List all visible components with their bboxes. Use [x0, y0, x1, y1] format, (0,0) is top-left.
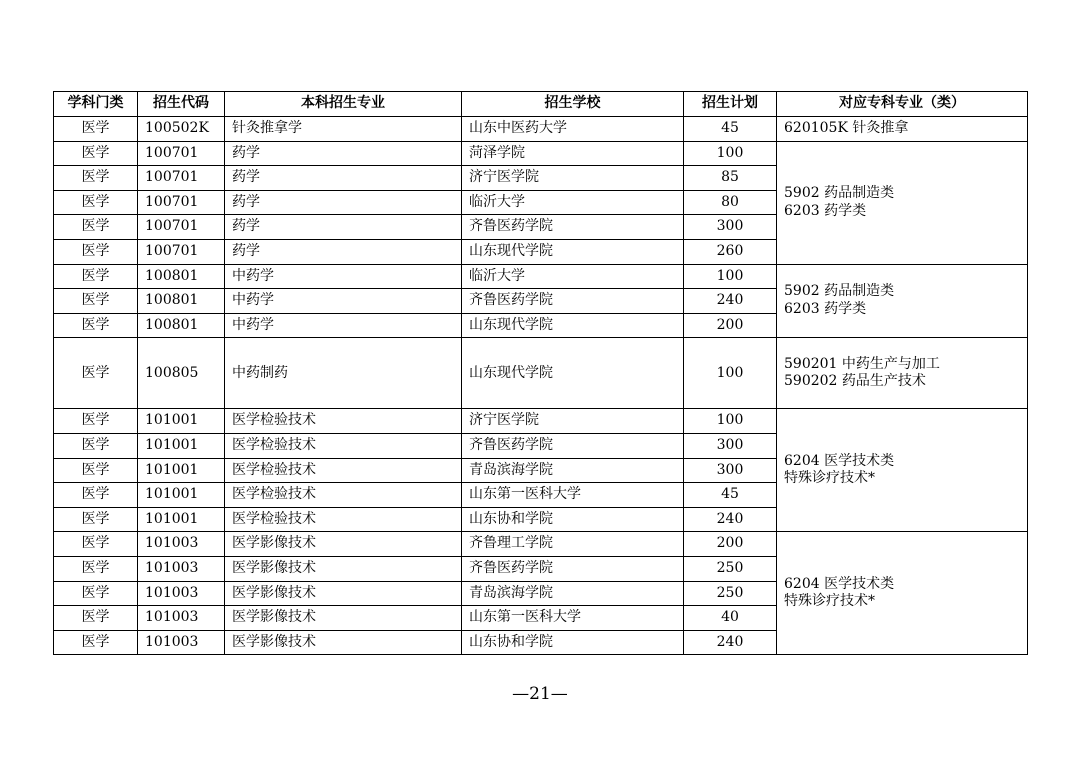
- cell-plan: 40: [684, 606, 777, 631]
- cell-major: 医学影像技术: [225, 532, 462, 557]
- cell-code: 100805: [138, 338, 225, 409]
- cell-major: 药学: [225, 239, 462, 264]
- cell-category: 医学: [54, 215, 138, 240]
- cell-major: 医学检验技术: [225, 458, 462, 483]
- cell-major: 中药制药: [225, 338, 462, 409]
- cell-major: 医学影像技术: [225, 556, 462, 581]
- cell-category: 医学: [54, 458, 138, 483]
- cell-major: 药学: [225, 215, 462, 240]
- cell-category: 医学: [54, 556, 138, 581]
- specialty-line: 6204 医学技术类: [784, 575, 895, 592]
- cell-category: 医学: [54, 289, 138, 314]
- specialty-line: 5902 药品制造类: [784, 185, 895, 202]
- cell-major: 医学检验技术: [225, 483, 462, 508]
- cell-major: 医学影像技术: [225, 606, 462, 631]
- cell-plan: 45: [684, 117, 777, 142]
- cell-plan: 240: [684, 630, 777, 655]
- cell-code: 100701: [138, 141, 225, 166]
- cell-category: 医学: [54, 606, 138, 631]
- cell-code: 100801: [138, 289, 225, 314]
- specialty-line: 5902 药品制造类: [784, 283, 895, 300]
- cell-major: 针灸推拿学: [225, 117, 462, 142]
- cell-category: 医学: [54, 483, 138, 508]
- cell-code: 100701: [138, 166, 225, 191]
- cell-plan: 100: [684, 264, 777, 289]
- table-row: [54, 264, 1028, 289]
- cell-specialty: [777, 338, 1028, 409]
- cell-plan: 200: [684, 313, 777, 338]
- cell-plan: 250: [684, 581, 777, 606]
- cell-plan: 200: [684, 532, 777, 557]
- cell-plan: 100: [684, 141, 777, 166]
- cell-major: 医学检验技术: [225, 433, 462, 458]
- table-header-row: [54, 92, 1028, 117]
- cell-school: 山东现代学院: [462, 239, 684, 264]
- cell-category: 医学: [54, 532, 138, 557]
- cell-plan: 260: [684, 239, 777, 264]
- table-row: [54, 141, 1028, 166]
- cell-category: 医学: [54, 433, 138, 458]
- cell-code: 101003: [138, 532, 225, 557]
- cell-specialty: [777, 117, 1028, 142]
- cell-plan: 300: [684, 215, 777, 240]
- table-row: [54, 117, 1028, 142]
- header-major: 本科招生专业: [225, 92, 462, 117]
- cell-school: 临沂大学: [462, 190, 684, 215]
- header-code: 招生代码: [138, 92, 225, 117]
- specialty-line: 特殊诊疗技术*: [784, 470, 875, 487]
- specialty-line: 特殊诊疗技术*: [784, 593, 875, 610]
- cell-plan: 300: [684, 433, 777, 458]
- cell-specialty: [777, 264, 1028, 338]
- cell-plan: 100: [684, 338, 777, 409]
- cell-major: 中药学: [225, 264, 462, 289]
- enrollment-table: [53, 91, 1028, 655]
- cell-category: 医学: [54, 190, 138, 215]
- header-category: 学科门类: [54, 92, 138, 117]
- cell-category: 医学: [54, 630, 138, 655]
- cell-school: 齐鲁医药学院: [462, 289, 684, 314]
- cell-code: 100701: [138, 239, 225, 264]
- cell-school: 青岛滨海学院: [462, 458, 684, 483]
- cell-specialty: [777, 141, 1028, 264]
- cell-school: 山东协和学院: [462, 630, 684, 655]
- cell-plan: 240: [684, 507, 777, 532]
- cell-school: 山东第一医科大学: [462, 606, 684, 631]
- cell-school: 济宁医学院: [462, 166, 684, 191]
- cell-plan: 45: [684, 483, 777, 508]
- cell-school: 山东现代学院: [462, 313, 684, 338]
- cell-code: 101003: [138, 606, 225, 631]
- cell-category: 医学: [54, 264, 138, 289]
- cell-major: 医学检验技术: [225, 507, 462, 532]
- cell-school: 山东现代学院: [462, 338, 684, 409]
- cell-school: 齐鲁医药学院: [462, 433, 684, 458]
- specialty-line: 620105K 针灸推拿: [784, 120, 909, 137]
- cell-code: 101003: [138, 581, 225, 606]
- cell-major: 医学影像技术: [225, 581, 462, 606]
- cell-code: 100701: [138, 215, 225, 240]
- cell-school: 山东第一医科大学: [462, 483, 684, 508]
- specialty-line: 590201 中药生产与加工: [784, 355, 940, 372]
- cell-code: 100801: [138, 264, 225, 289]
- specialty-line: 6204 医学技术类: [784, 452, 895, 469]
- cell-school: 菏泽学院: [462, 141, 684, 166]
- cell-major: 药学: [225, 141, 462, 166]
- page-number: —21—: [512, 684, 568, 704]
- cell-code: 101001: [138, 507, 225, 532]
- cell-school: 齐鲁理工学院: [462, 532, 684, 557]
- table-row: [54, 409, 1028, 434]
- cell-category: 医学: [54, 338, 138, 409]
- cell-code: 101001: [138, 483, 225, 508]
- cell-school: 山东中医药大学: [462, 117, 684, 142]
- cell-category: 医学: [54, 313, 138, 338]
- cell-plan: 100: [684, 409, 777, 434]
- cell-plan: 250: [684, 556, 777, 581]
- cell-school: 齐鲁医药学院: [462, 556, 684, 581]
- cell-school: 山东协和学院: [462, 507, 684, 532]
- cell-code: 101001: [138, 409, 225, 434]
- cell-school: 齐鲁医药学院: [462, 215, 684, 240]
- table-row: [54, 338, 1028, 409]
- enrollment-table-container: [53, 91, 1027, 655]
- cell-category: 医学: [54, 166, 138, 191]
- cell-major: 医学影像技术: [225, 630, 462, 655]
- cell-category: 医学: [54, 409, 138, 434]
- cell-code: 101003: [138, 630, 225, 655]
- cell-category: 医学: [54, 141, 138, 166]
- cell-plan: 85: [684, 166, 777, 191]
- cell-code: 100801: [138, 313, 225, 338]
- cell-code: 100502K: [138, 117, 225, 142]
- cell-school: 青岛滨海学院: [462, 581, 684, 606]
- cell-major: 中药学: [225, 289, 462, 314]
- cell-category: 医学: [54, 581, 138, 606]
- cell-major: 药学: [225, 166, 462, 191]
- specialty-line: 6203 药学类: [784, 202, 867, 219]
- cell-code: 101003: [138, 556, 225, 581]
- cell-plan: 240: [684, 289, 777, 314]
- cell-category: 医学: [54, 117, 138, 142]
- header-plan: 招生计划: [684, 92, 777, 117]
- cell-code: 101001: [138, 458, 225, 483]
- cell-category: 医学: [54, 239, 138, 264]
- specialty-line: 6203 药学类: [784, 300, 867, 317]
- cell-plan: 300: [684, 458, 777, 483]
- cell-school: 济宁医学院: [462, 409, 684, 434]
- header-school: 招生学校: [462, 92, 684, 117]
- header-specialty: 对应专科专业（类）: [777, 92, 1028, 117]
- cell-school: 临沂大学: [462, 264, 684, 289]
- cell-major: 药学: [225, 190, 462, 215]
- cell-code: 100701: [138, 190, 225, 215]
- specialty-line: 590202 药品生产技术: [784, 373, 926, 390]
- table-row: [54, 532, 1028, 557]
- cell-specialty: [777, 532, 1028, 655]
- cell-specialty: [777, 409, 1028, 532]
- cell-major: 中药学: [225, 313, 462, 338]
- cell-major: 医学检验技术: [225, 409, 462, 434]
- cell-code: 101001: [138, 433, 225, 458]
- cell-category: 医学: [54, 507, 138, 532]
- cell-plan: 80: [684, 190, 777, 215]
